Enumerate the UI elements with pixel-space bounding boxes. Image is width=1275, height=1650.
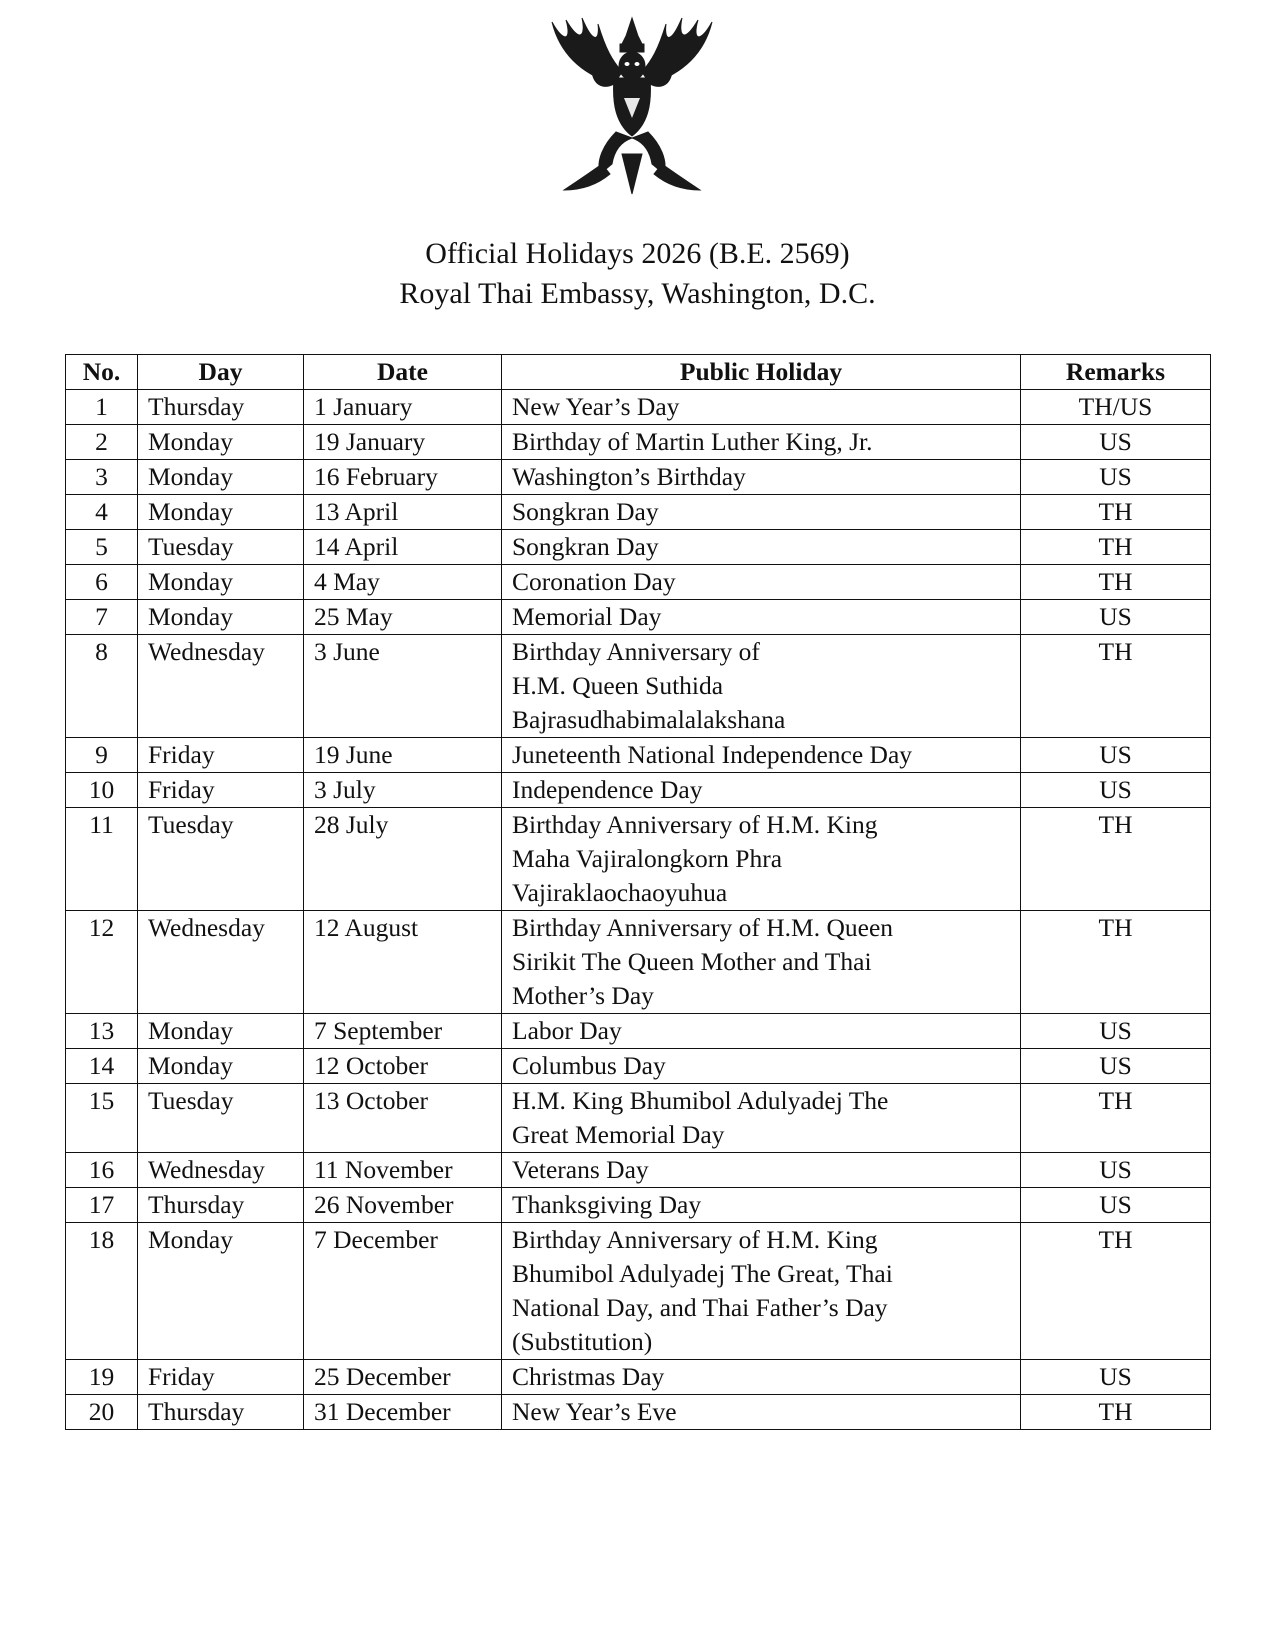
cell-day: Wednesday <box>138 911 304 1014</box>
cell-no: 7 <box>66 600 138 635</box>
cell-day: Monday <box>138 460 304 495</box>
cell-remarks: TH <box>1021 911 1211 1014</box>
document-title <box>0 234 1275 314</box>
cell-date: 3 July <box>304 773 502 808</box>
cell-date: 13 April <box>304 495 502 530</box>
cell-day: Monday <box>138 425 304 460</box>
cell-no: 15 <box>66 1084 138 1153</box>
table-row <box>66 495 1211 530</box>
cell-public-holiday <box>502 1188 1021 1223</box>
holiday-name-line: Birthday Anniversary of H.M. King <box>512 1225 878 1254</box>
table-row <box>66 1084 1211 1153</box>
cell-public-holiday <box>502 773 1021 808</box>
cell-public-holiday <box>502 1360 1021 1395</box>
cell-public-holiday <box>502 600 1021 635</box>
holiday-name-line: H.M. Queen Suthida <box>512 671 724 700</box>
cell-date: 26 November <box>304 1188 502 1223</box>
cell-date: 25 December <box>304 1360 502 1395</box>
cell-day: Tuesday <box>138 808 304 911</box>
cell-no: 14 <box>66 1049 138 1084</box>
cell-remarks: US <box>1021 1014 1211 1049</box>
cell-remarks: TH <box>1021 495 1211 530</box>
cell-public-holiday <box>502 808 1021 911</box>
cell-date: 3 June <box>304 635 502 738</box>
cell-remarks: US <box>1021 1153 1211 1188</box>
cell-no: 12 <box>66 911 138 1014</box>
cell-date: 12 August <box>304 911 502 1014</box>
cell-no: 9 <box>66 738 138 773</box>
cell-public-holiday <box>502 390 1021 425</box>
cell-public-holiday <box>502 495 1021 530</box>
holiday-name-line: Birthday of Martin Luther King, Jr. <box>512 427 873 456</box>
cell-public-holiday <box>502 738 1021 773</box>
cell-day: Monday <box>138 495 304 530</box>
cell-date: 1 January <box>304 390 502 425</box>
cell-day: Friday <box>138 1360 304 1395</box>
cell-day: Monday <box>138 1014 304 1049</box>
cell-public-holiday <box>502 530 1021 565</box>
cell-no: 11 <box>66 808 138 911</box>
column-header-date: Date <box>304 355 502 390</box>
holiday-name-line: H.M. King Bhumibol Adulyadej The <box>512 1086 889 1115</box>
holiday-name-line: Birthday Anniversary of H.M. King <box>512 810 878 839</box>
holiday-name-line: (Substitution) <box>512 1327 653 1356</box>
cell-remarks: US <box>1021 1360 1211 1395</box>
table-row <box>66 635 1211 738</box>
cell-no: 10 <box>66 773 138 808</box>
table-row <box>66 1153 1211 1188</box>
cell-remarks: TH <box>1021 1395 1211 1430</box>
table-row <box>66 425 1211 460</box>
cell-day: Monday <box>138 1049 304 1084</box>
cell-day: Thursday <box>138 1395 304 1430</box>
table-header-row <box>66 355 1211 390</box>
cell-no: 2 <box>66 425 138 460</box>
cell-remarks: US <box>1021 738 1211 773</box>
holiday-name-line: New Year’s Day <box>512 392 680 421</box>
cell-day: Tuesday <box>138 1084 304 1153</box>
column-header-public-holiday: Public Holiday <box>502 355 1021 390</box>
table-row <box>66 600 1211 635</box>
cell-date: 7 September <box>304 1014 502 1049</box>
holiday-name-line: Birthday Anniversary of <box>512 637 760 666</box>
cell-public-holiday <box>502 1395 1021 1430</box>
cell-day: Thursday <box>138 1188 304 1223</box>
holiday-name-line: National Day, and Thai Father’s Day <box>512 1293 888 1322</box>
table-row <box>66 390 1211 425</box>
table-row <box>66 460 1211 495</box>
cell-no: 20 <box>66 1395 138 1430</box>
cell-no: 8 <box>66 635 138 738</box>
cell-public-holiday <box>502 565 1021 600</box>
cell-day: Friday <box>138 738 304 773</box>
table-row <box>66 1360 1211 1395</box>
cell-date: 25 May <box>304 600 502 635</box>
cell-remarks: TH <box>1021 1223 1211 1360</box>
cell-day: Wednesday <box>138 1153 304 1188</box>
table-row <box>66 773 1211 808</box>
holiday-name-line: Memorial Day <box>512 602 662 631</box>
cell-date: 28 July <box>304 808 502 911</box>
cell-remarks: US <box>1021 425 1211 460</box>
column-header-day: Day <box>138 355 304 390</box>
holiday-name-line: Independence Day <box>512 775 703 804</box>
holidays-table <box>65 354 1211 1430</box>
holiday-name-line: Songkran Day <box>512 497 659 526</box>
cell-no: 4 <box>66 495 138 530</box>
table-row <box>66 1395 1211 1430</box>
cell-no: 3 <box>66 460 138 495</box>
holiday-name-line: Songkran Day <box>512 532 659 561</box>
cell-no: 18 <box>66 1223 138 1360</box>
cell-no: 19 <box>66 1360 138 1395</box>
cell-public-holiday <box>502 1014 1021 1049</box>
title-line-2: Royal Thai Embassy, Washington, D.C. <box>399 277 876 310</box>
cell-no: 16 <box>66 1153 138 1188</box>
cell-remarks: TH <box>1021 565 1211 600</box>
title-line-1: Official Holidays 2026 (B.E. 2569) <box>425 237 850 270</box>
table-row <box>66 565 1211 600</box>
column-header-remarks: Remarks <box>1021 355 1211 390</box>
holiday-rows <box>66 390 1211 1430</box>
holiday-name-line: Columbus Day <box>512 1051 666 1080</box>
cell-date: 12 October <box>304 1049 502 1084</box>
table-row <box>66 911 1211 1014</box>
cell-remarks: US <box>1021 1188 1211 1223</box>
cell-day: Tuesday <box>138 530 304 565</box>
holiday-name-line: Christmas Day <box>512 1362 665 1391</box>
holiday-name-line: Maha Vajiralongkorn Phra <box>512 844 783 873</box>
cell-public-holiday <box>502 1153 1021 1188</box>
holiday-name-line: Birthday Anniversary of H.M. Queen <box>512 913 894 942</box>
cell-remarks: US <box>1021 460 1211 495</box>
cell-date: 14 April <box>304 530 502 565</box>
holiday-name-line: Vajiraklaochaoyuhua <box>512 878 728 907</box>
holiday-name-line: New Year’s Eve <box>512 1397 677 1426</box>
cell-day: Monday <box>138 565 304 600</box>
cell-date: 11 November <box>304 1153 502 1188</box>
cell-public-holiday <box>502 425 1021 460</box>
table-row <box>66 1049 1211 1084</box>
cell-day: Thursday <box>138 390 304 425</box>
cell-date: 13 October <box>304 1084 502 1153</box>
cell-day: Monday <box>138 600 304 635</box>
cell-date: 7 December <box>304 1223 502 1360</box>
cell-day: Wednesday <box>138 635 304 738</box>
cell-public-holiday <box>502 1223 1021 1360</box>
table-row <box>66 530 1211 565</box>
holiday-name-line: Labor Day <box>512 1016 622 1045</box>
cell-remarks: TH <box>1021 530 1211 565</box>
cell-remarks: US <box>1021 600 1211 635</box>
cell-public-holiday <box>502 1084 1021 1153</box>
cell-public-holiday <box>502 635 1021 738</box>
cell-public-holiday <box>502 911 1021 1014</box>
table-row <box>66 738 1211 773</box>
cell-date: 19 January <box>304 425 502 460</box>
cell-no: 13 <box>66 1014 138 1049</box>
holiday-name-line: Thanksgiving Day <box>512 1190 702 1219</box>
holiday-name-line: Veterans Day <box>512 1155 649 1184</box>
garuda-emblem-icon <box>542 14 722 204</box>
holiday-name-line: Great Memorial Day <box>512 1120 725 1149</box>
cell-no: 5 <box>66 530 138 565</box>
cell-no: 17 <box>66 1188 138 1223</box>
cell-remarks: TH <box>1021 808 1211 911</box>
holiday-name-line: Mother’s Day <box>512 981 654 1010</box>
table-row <box>66 1223 1211 1360</box>
cell-remarks: US <box>1021 1049 1211 1084</box>
cell-public-holiday <box>502 1049 1021 1084</box>
holiday-name-line: Washington’s Birthday <box>512 462 746 491</box>
table-row <box>66 1188 1211 1223</box>
cell-date: 19 June <box>304 738 502 773</box>
cell-no: 6 <box>66 565 138 600</box>
cell-day: Friday <box>138 773 304 808</box>
cell-remarks: TH <box>1021 635 1211 738</box>
column-header-no: No. <box>66 355 138 390</box>
holiday-name-line: Bajrasudhabimalalakshana <box>512 705 786 734</box>
cell-date: 31 December <box>304 1395 502 1430</box>
holiday-name-line: Bhumibol Adulyadej The Great, Thai <box>512 1259 893 1288</box>
cell-remarks: TH <box>1021 1084 1211 1153</box>
cell-remarks: US <box>1021 773 1211 808</box>
table-row <box>66 808 1211 911</box>
cell-date: 16 February <box>304 460 502 495</box>
holiday-name-line: Coronation Day <box>512 567 676 596</box>
holiday-name-line: Juneteenth National Independence Day <box>512 740 913 769</box>
holiday-name-line: Sirikit The Queen Mother and Thai <box>512 947 872 976</box>
cell-day: Monday <box>138 1223 304 1360</box>
table-row <box>66 1014 1211 1049</box>
cell-remarks: TH/US <box>1021 390 1211 425</box>
cell-public-holiday <box>502 460 1021 495</box>
cell-date: 4 May <box>304 565 502 600</box>
cell-no: 1 <box>66 390 138 425</box>
